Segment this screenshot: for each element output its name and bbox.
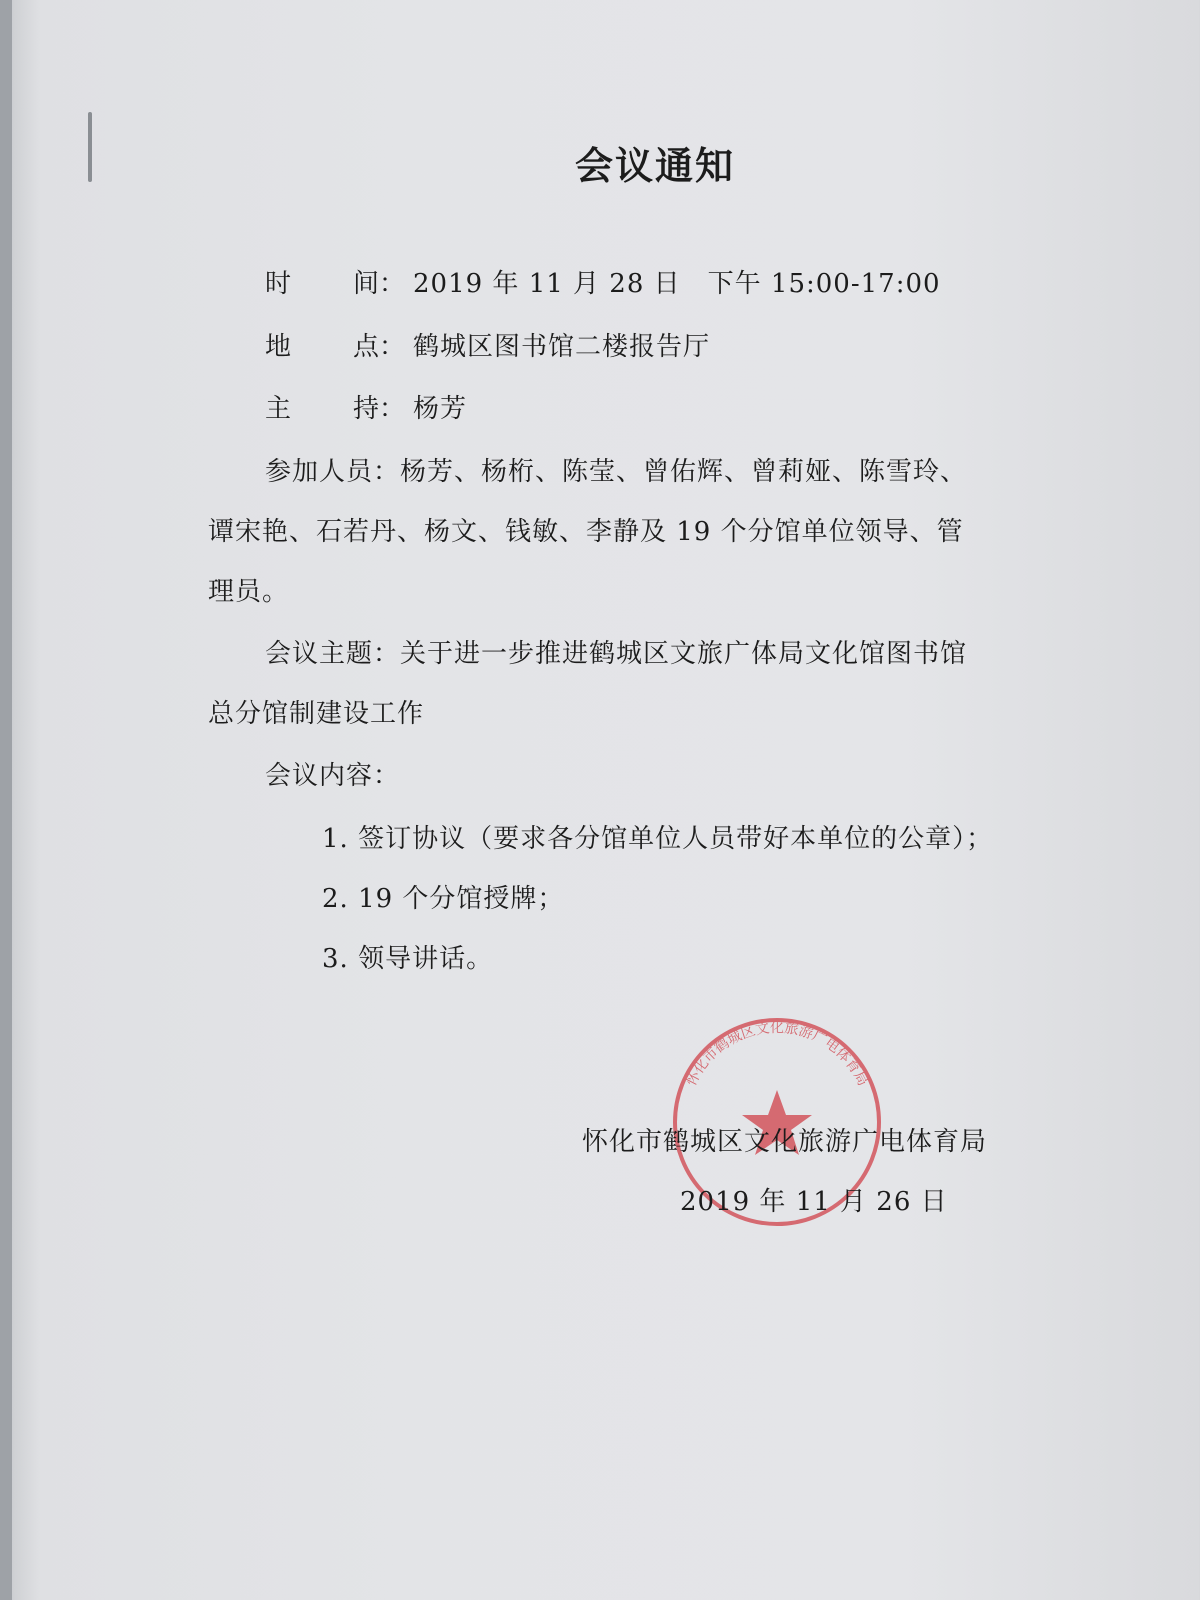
attendees-line-1: 参加人员：杨芳、杨桁、陈莹、曾佑辉、曾莉娅、陈雪玲、 bbox=[265, 457, 968, 487]
content-item-2: 2. 19 个分馆授牌； bbox=[322, 884, 565, 914]
attendees-label: 参加人员： bbox=[265, 457, 401, 487]
time-value: 2019 年 11 月 28 日 下午 15:00-17:00 bbox=[413, 269, 941, 299]
place-row: 地 点： 鹤城区图书馆二楼报告厅 bbox=[265, 326, 710, 363]
host-value: 杨芳 bbox=[413, 394, 468, 424]
content-label: 会议内容： bbox=[265, 761, 401, 791]
attendees-line-3: 理员。 bbox=[208, 577, 290, 607]
signature-org: 怀化市鹤城区文化旅游广电体育局 bbox=[582, 1127, 988, 1157]
document-title: 会议通知 bbox=[574, 143, 735, 188]
content-item-3: 3. 领导讲话。 bbox=[322, 944, 494, 974]
seal-text: 怀化市鹤城区文化旅游广电体育局 bbox=[683, 1020, 871, 1089]
attendees-line-2: 谭宋艳、石若丹、杨文、钱敏、李静及 19 个分馆单位领导、管 bbox=[208, 517, 964, 547]
topic-line-1: 会议主题：关于进一步推进鹤城区文旅广体局文化馆图书馆 bbox=[265, 639, 968, 669]
host-label: 主 bbox=[265, 394, 292, 424]
place-label: 地 bbox=[265, 332, 292, 362]
topic-line-2: 总分馆制建设工作 bbox=[208, 699, 425, 729]
topic-label: 会议主题： bbox=[265, 639, 401, 669]
time-row: 时 间： 2019 年 11 月 28 日 下午 15:00-17:00 bbox=[265, 263, 941, 300]
place-value: 鹤城区图书馆二楼报告厅 bbox=[413, 332, 711, 362]
host-row: 主 持： 杨芳 bbox=[265, 388, 467, 425]
paper-edge bbox=[0, 0, 12, 1600]
signature-date: 2019 年 11 月 26 日 bbox=[680, 1187, 948, 1217]
content-item-1: 1. 签订协议（要求各分馆单位人员带好本单位的公章）； bbox=[322, 824, 994, 854]
time-label: 时 bbox=[265, 269, 292, 299]
